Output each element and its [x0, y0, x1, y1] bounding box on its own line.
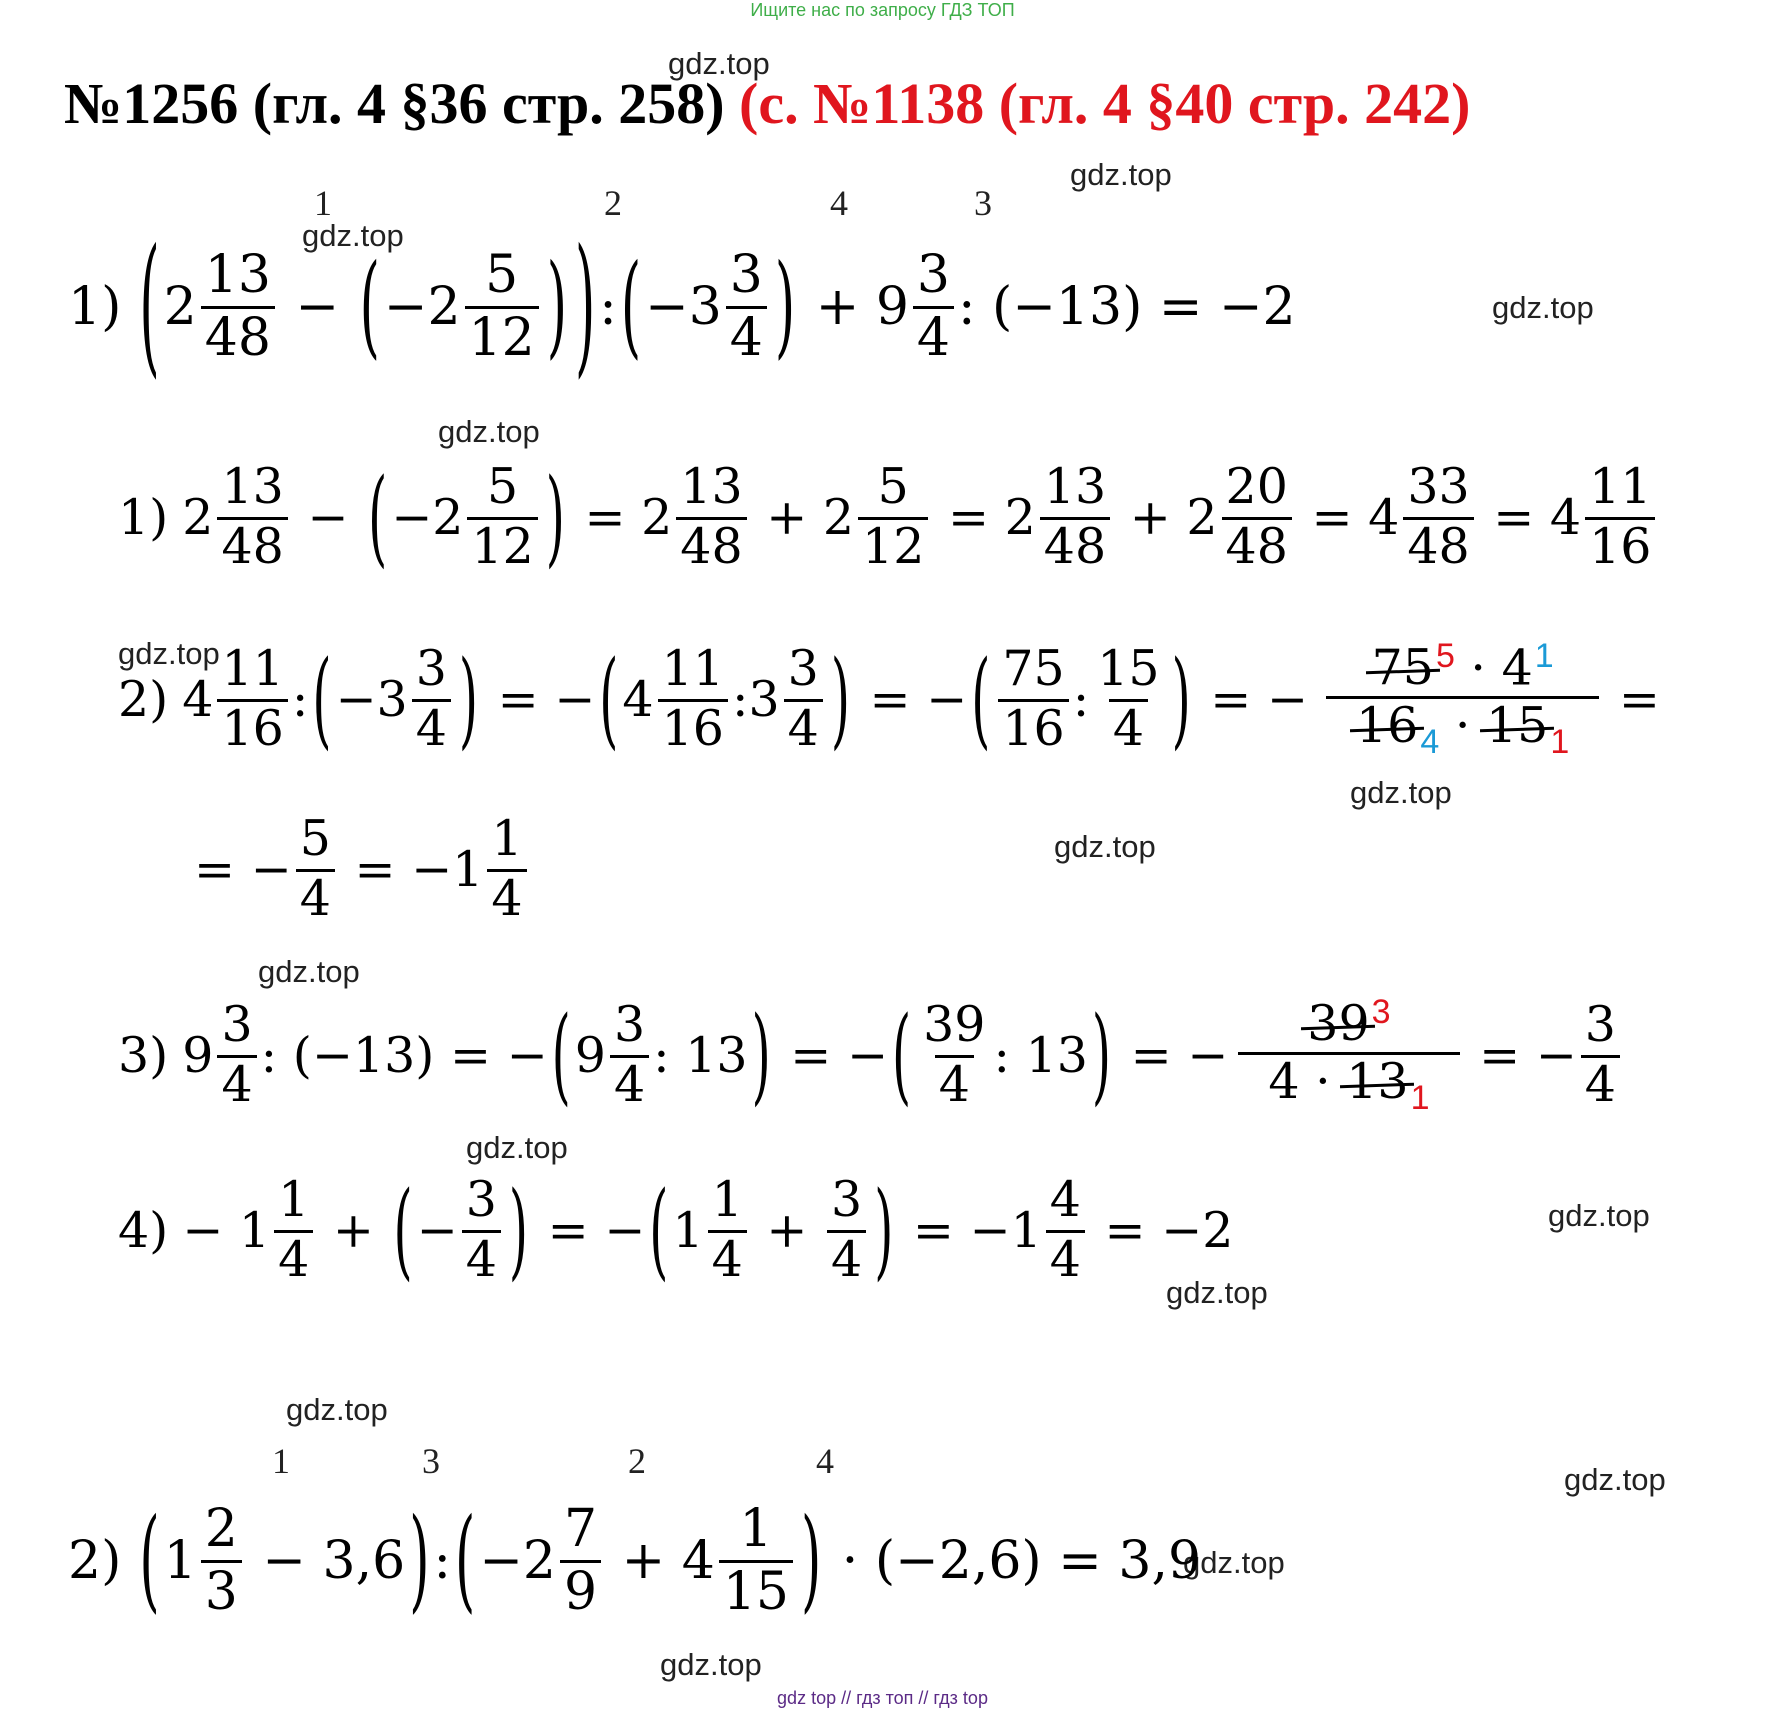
watermark: gdz.top [1054, 829, 1156, 864]
example-1-expression: 1) ( 2 $\frac{13}{48}$ − ( −2 $\frac{5}{12}$ ) ) : ( −3 $\frac{3}{4}$ ) + 9 $\frac{3}{4}$ : (−13) = −2 [68, 219, 1296, 394]
watermark: gdz.top [1564, 1462, 1666, 1497]
order-number: 4 [816, 1441, 834, 1481]
watermark: gdz.top [1183, 1545, 1285, 1580]
top-banner: Ищите нас по запросу ГДЗ ТОП [750, 0, 1015, 20]
order-number: 3 [422, 1441, 440, 1481]
watermark: gdz.top [118, 636, 220, 671]
title-alt: (с. №1138 (гл. 4 §40 стр. 242) [739, 71, 1471, 136]
watermark: gdz.top [258, 954, 360, 989]
watermark: gdz.top [286, 1392, 388, 1427]
example-2-expression: 2) ( 1 $\frac{2}{3}$ − 3,6 ) : ( −2 $\frac{7}{9}$ + 4 $\frac{1}{15}$ ) · (−2,6) = 3,9 [68, 1496, 1202, 1626]
footer-text: gdz top // гдз топ // гдз top [777, 1688, 988, 1708]
order-number: 1 [272, 1441, 290, 1481]
title-main: №1256 (гл. 4 §36 стр. 258) [64, 71, 725, 136]
step-1: 1) 2 $\frac{13}{48}$ − ( −2 $\frac{5}{12}$ ) = 2 $\frac{13}{48}$ + 2 $\frac{5}{12}$ = 2 $\frac{13}{48}$ + 2 $\frac{20}{48}$ = 4 $\frac{33}{48}$ = 4 $\frac{11}{16}$ [118, 460, 1659, 575]
example-1-label: 1) [68, 276, 122, 337]
step-2-result: = − $\frac{5}{4}$ = −1 $\frac{1}{4}$ [194, 812, 531, 927]
watermark: gdz.top [438, 414, 540, 449]
example-2-label: 2) [68, 1530, 122, 1591]
watermark: gdz.top [466, 1130, 568, 1165]
step-3: 3) 9 $\frac{3}{4}$ : (−13) = − ( 9 $\frac{3}{4}$ : 13 ) = − ( $\frac{39}{4}$ : 13 ) = − $\frac{39^3}{4 \cdot 13_1}$ = − $\frac{3}{4}$ [118, 993, 1624, 1117]
order-number: 2 [628, 1441, 646, 1481]
watermark: gdz.top [1548, 1198, 1650, 1233]
order-number: 4 [830, 183, 848, 223]
watermark: gdz.top [660, 1647, 762, 1682]
step-2: 2) 4 $\frac{11}{16}$ : ( −3 $\frac{3}{4}$ ) = − ( 4 $\frac{11}{16}$ :3 $\frac{3}{4}$ ) = − ( $\frac{75}{16}$ : $\frac{15}{4}$ ) = − $\frac{75^5 \cdot 4^1}{16_4 \cdot 15_1}$ = [118, 637, 1660, 761]
watermark: gdz.top [1166, 1275, 1268, 1310]
order-number: 2 [604, 183, 622, 223]
watermark: gdz.top [1492, 290, 1594, 325]
order-number: 1 [314, 183, 332, 223]
watermark: gdz.top [1350, 775, 1452, 810]
step-4: 4) − 1 $\frac{1}{4}$ + ( − $\frac{3}{4}$ ) = − ( 1 $\frac{1}{4}$ + $\frac{3}{4}$ ) = −1 $\frac{4}{4}$ = −2 [118, 1169, 1234, 1292]
watermark: gdz.top [1070, 157, 1172, 192]
watermark: gdz.top [302, 218, 404, 253]
watermark: gdz.top [668, 46, 770, 81]
order-number: 3 [974, 183, 992, 223]
